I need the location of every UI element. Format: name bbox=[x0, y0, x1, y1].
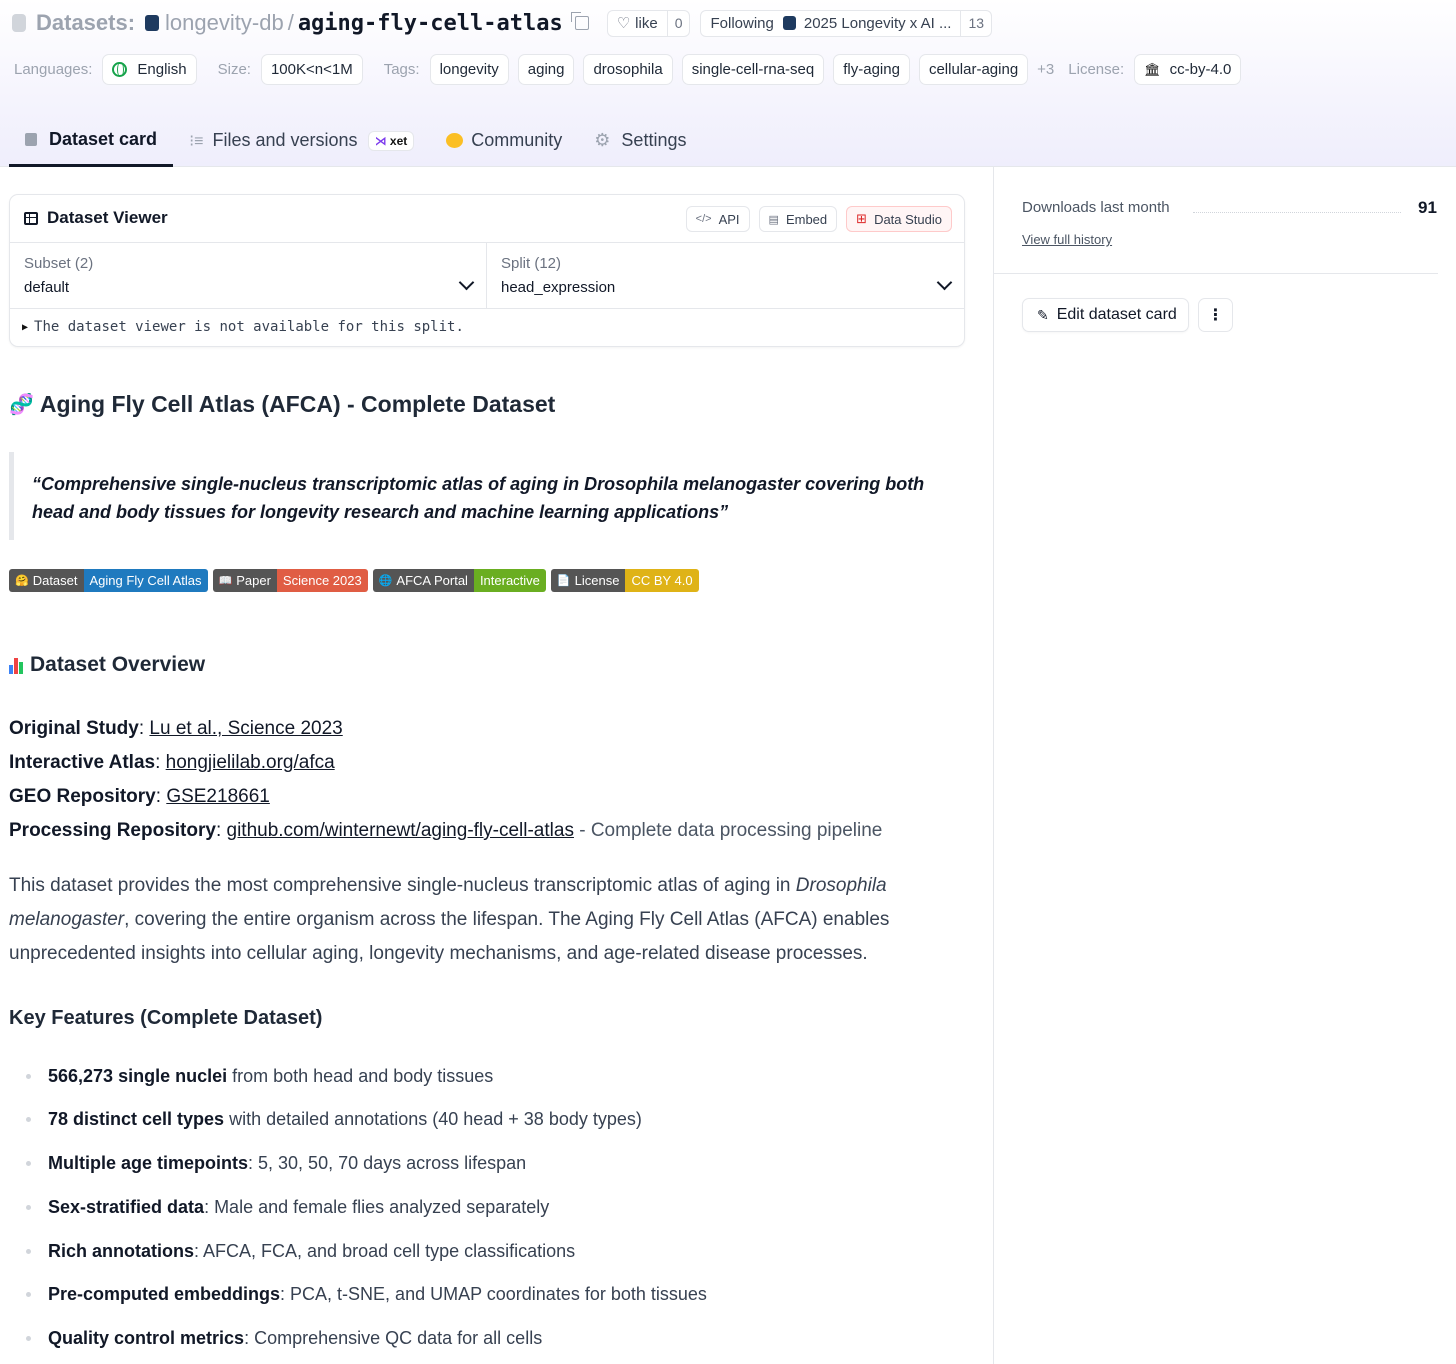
like-count[interactable]: 0 bbox=[667, 11, 690, 36]
para-text: , covering the entire organism across the lifespan. The Aging Fly Cell Atlas (AFCA) enables bbox=[124, 909, 890, 930]
badge-label: Paper bbox=[236, 573, 271, 588]
globe-icon: 🌐 bbox=[378, 575, 393, 587]
bullet bbox=[26, 1249, 31, 1254]
path-slash: / bbox=[287, 10, 294, 35]
bullet bbox=[26, 1205, 31, 1210]
viewer-title-text: Dataset Viewer bbox=[47, 208, 168, 227]
viewer-header bbox=[10, 195, 964, 243]
dotted-leader bbox=[1193, 212, 1401, 213]
feature-bold: Quality control metrics bbox=[48, 1328, 245, 1348]
badge-label: AFCA Portal bbox=[396, 573, 468, 588]
tag-chip[interactable]: single-cell-rna-seq bbox=[682, 54, 825, 85]
tag-chip[interactable]: drosophila bbox=[583, 54, 672, 85]
edit-label: Edit dataset card bbox=[1056, 306, 1177, 323]
database-icon bbox=[12, 14, 26, 32]
embed-button[interactable] bbox=[759, 206, 838, 232]
fact-line: GEO Repository: GSE218661 bbox=[9, 786, 270, 807]
feature-item bbox=[26, 1328, 926, 1349]
feature-rest: from both head and body tissues bbox=[232, 1066, 494, 1086]
viewer-unavailable-note[interactable] bbox=[22, 319, 464, 335]
like-button[interactable] bbox=[607, 10, 691, 37]
bullet bbox=[26, 1336, 31, 1341]
tag-chip[interactable]: longevity bbox=[430, 54, 509, 85]
grid-icon: ⊞ bbox=[856, 211, 868, 226]
subset-value: default bbox=[24, 279, 70, 296]
bullet bbox=[26, 1117, 31, 1122]
feature-item bbox=[26, 1284, 926, 1305]
tab-label: Community bbox=[471, 130, 563, 150]
feature-rest: : Comprehensive QC data for all cells bbox=[244, 1328, 543, 1348]
split-label: Split (12) bbox=[501, 255, 562, 272]
bar-chart-icon bbox=[9, 656, 24, 674]
feature-item bbox=[26, 1197, 926, 1218]
license-chip[interactable] bbox=[1134, 54, 1241, 85]
following-label: Following bbox=[710, 14, 774, 32]
tag-chip[interactable]: aging bbox=[518, 54, 575, 85]
like-seg[interactable] bbox=[608, 11, 667, 36]
language-value: English bbox=[137, 61, 187, 78]
license-label: License: bbox=[1068, 61, 1125, 78]
dna-icon: 🧬 bbox=[9, 394, 34, 416]
collection-name: 2025 Longevity x AI ... bbox=[803, 14, 952, 32]
fact-extra: - Complete data processing pipeline bbox=[573, 820, 883, 841]
badge-value: CC BY 4.0 bbox=[625, 569, 698, 592]
bullet bbox=[26, 1161, 31, 1166]
tab-label: Files and versions bbox=[212, 130, 358, 150]
para-text: This dataset provides the most comprehensive single-nucleus transcriptomic atlas of aging in bbox=[9, 875, 796, 896]
pencil-icon: ✎ bbox=[1037, 306, 1049, 323]
feature-item bbox=[26, 1153, 926, 1174]
feature-bold: Multiple age timepoints bbox=[48, 1153, 249, 1173]
bullet bbox=[26, 1292, 31, 1297]
badge-value: Science 2023 bbox=[277, 569, 368, 592]
more-options-button[interactable] bbox=[1198, 298, 1233, 332]
card-blockquote: “Comprehensive single-nucleus transcriptomic atlas of aging in Drosophila melanogaster covering both head and body tissues for longevity research and machine learning applications” bbox=[9, 452, 965, 540]
feature-bold: 566,273 single nuclei bbox=[48, 1066, 228, 1086]
globe-icon bbox=[112, 62, 127, 77]
viewer-actions bbox=[677, 206, 952, 232]
api-label: API bbox=[718, 211, 740, 227]
datasets-prefix: Datasets: bbox=[36, 10, 136, 35]
feature-rest: : PCA, t-SNE, and UMAP coordinates for both tissues bbox=[280, 1284, 707, 1304]
feature-rest: : Male and female flies analyzed separately bbox=[204, 1197, 550, 1217]
view-history-link[interactable]: View full history bbox=[1022, 232, 1113, 247]
size-label: Size: bbox=[217, 61, 251, 78]
badge-value: Aging Fly Cell Atlas bbox=[84, 569, 208, 592]
tab-dataset-card[interactable] bbox=[9, 114, 173, 167]
tab-settings[interactable] bbox=[578, 114, 702, 167]
xet-icon: ⋊ bbox=[374, 133, 387, 148]
tab-label: Settings bbox=[621, 130, 687, 150]
files-icon: ⁝≡ bbox=[189, 132, 204, 150]
para-italic: Drosophila bbox=[795, 875, 887, 896]
badge-label: License bbox=[574, 573, 620, 588]
fact-label: GEO Repository bbox=[9, 786, 156, 807]
subset-label: Subset (2) bbox=[24, 255, 94, 272]
language-chip[interactable] bbox=[102, 54, 196, 85]
org-link[interactable]: longevity-db bbox=[165, 10, 284, 35]
paper-badge[interactable] bbox=[213, 569, 368, 592]
more-tags-button[interactable]: +3 bbox=[1037, 61, 1055, 78]
geo-link[interactable]: GSE218661 bbox=[166, 786, 270, 807]
repo-name[interactable]: aging-fly-cell-atlas bbox=[297, 10, 563, 36]
sidebar-separator bbox=[994, 273, 1438, 274]
dataset-badge[interactable] bbox=[9, 569, 208, 592]
viewer-title bbox=[24, 208, 168, 228]
repo-link[interactable]: github.com/winternewt/aging-fly-cell-atlas bbox=[226, 820, 574, 841]
repo-header bbox=[0, 0, 1456, 167]
embed-icon: ▤ bbox=[768, 213, 779, 226]
collection-seg[interactable] bbox=[783, 11, 961, 36]
feature-rest: with detailed annotations (40 head + 38 body types) bbox=[229, 1109, 642, 1129]
atlas-link[interactable]: hongjielilab.org/afca bbox=[165, 752, 335, 773]
code-icon: </> bbox=[695, 213, 712, 225]
book-icon: 📖 bbox=[218, 575, 233, 587]
feature-item bbox=[26, 1066, 926, 1087]
subset-select[interactable] bbox=[10, 243, 487, 309]
metadata-row bbox=[14, 54, 1250, 85]
feature-rest: : 5, 30, 50, 70 days across lifespan bbox=[248, 1153, 527, 1173]
license-value: cc-by-4.0 bbox=[1169, 61, 1232, 78]
heart-icon: ♡ bbox=[616, 15, 631, 32]
kebab-icon: ⋮ bbox=[1207, 307, 1224, 324]
feature-item bbox=[26, 1241, 926, 1262]
feature-rest: : AFCA, FCA, and broad cell type classifications bbox=[194, 1241, 576, 1261]
badge-value: Interactive bbox=[474, 569, 546, 592]
badge-label: Dataset bbox=[32, 573, 78, 588]
feature-bold: Pre-computed embeddings bbox=[48, 1284, 281, 1304]
feature-bold: Rich annotations bbox=[48, 1241, 195, 1261]
api-button[interactable] bbox=[686, 206, 750, 232]
embed-label: Embed bbox=[785, 211, 828, 227]
overview-heading-text: Dataset Overview bbox=[30, 653, 206, 676]
split-select[interactable] bbox=[487, 243, 964, 309]
languages-label: Languages: bbox=[14, 61, 93, 78]
portal-badge[interactable] bbox=[373, 569, 546, 592]
feature-bold: Sex-stratified data bbox=[48, 1197, 205, 1217]
document-icon: 📄 bbox=[556, 575, 571, 587]
overview-facts bbox=[9, 712, 882, 848]
card-heading bbox=[9, 391, 555, 418]
tags-label: Tags: bbox=[383, 61, 420, 78]
split-value: head_expression bbox=[501, 279, 616, 296]
gear-icon: ⚙ bbox=[594, 130, 611, 150]
following-count[interactable]: 13 bbox=[960, 11, 991, 36]
title-row bbox=[12, 8, 1002, 38]
badge-row bbox=[9, 569, 704, 592]
fact-line: Interactive Atlas: hongjielilab.org/afca bbox=[9, 752, 335, 773]
dataset-viewer bbox=[9, 194, 965, 347]
study-link[interactable]: Lu et al., Science 2023 bbox=[149, 718, 343, 739]
chevron-down-icon bbox=[937, 275, 953, 291]
copy-icon[interactable] bbox=[575, 16, 589, 30]
table-icon bbox=[24, 212, 38, 225]
chevron-down-icon bbox=[459, 275, 475, 291]
features-heading: Key Features (Complete Dataset) bbox=[9, 1007, 323, 1029]
org-avatar-icon bbox=[145, 15, 159, 31]
bank-icon: 🏛 bbox=[1144, 61, 1161, 77]
fact-label: Interactive Atlas bbox=[9, 752, 156, 773]
tab-files-and-versions[interactable] bbox=[173, 114, 430, 167]
feature-bold: 78 distinct cell types bbox=[48, 1109, 225, 1129]
card-heading-text: Aging Fly Cell Atlas (AFCA) - Complete Dataset bbox=[39, 391, 556, 417]
tag-chip[interactable]: cellular-aging bbox=[919, 54, 1028, 85]
tag-chip[interactable]: fly-aging bbox=[833, 54, 910, 85]
downloads-count: 91 bbox=[1418, 198, 1437, 217]
collection-icon bbox=[783, 16, 796, 30]
following-seg[interactable] bbox=[701, 11, 782, 36]
downloads-label: Downloads last month bbox=[1022, 199, 1170, 216]
following-button[interactable] bbox=[700, 10, 992, 37]
feature-item bbox=[26, 1109, 926, 1130]
repo-tabs bbox=[9, 112, 702, 167]
viewer-note-text: The dataset viewer is not available for this split. bbox=[34, 319, 464, 335]
bullet bbox=[26, 1074, 31, 1079]
fact-label: Original Study bbox=[9, 718, 139, 739]
overview-heading bbox=[9, 653, 205, 677]
studio-label: Data Studio bbox=[874, 211, 942, 227]
description-paragraph bbox=[9, 869, 909, 971]
data-studio-button[interactable] bbox=[846, 206, 952, 232]
hugging-face-icon: 🤗 bbox=[15, 575, 29, 587]
tab-label: Dataset card bbox=[49, 128, 158, 149]
para-italic: melanogaster bbox=[9, 909, 125, 930]
community-icon bbox=[446, 133, 463, 148]
xet-badge bbox=[368, 131, 415, 151]
disclosure-triangle-icon: ▶ bbox=[22, 321, 29, 333]
para-text: unprecedented insights into cellular aging, longevity mechanisms, and age-related disease processes. bbox=[9, 943, 868, 964]
cube-icon bbox=[25, 133, 37, 146]
fact-line: Processing Repository: github.com/winternewt/aging-fly-cell-atlas - Complete data processing pipeline bbox=[9, 820, 883, 841]
size-chip[interactable]: 100K<n<1M bbox=[261, 54, 363, 85]
xet-label: xet bbox=[389, 133, 408, 148]
sidebar-divider bbox=[993, 167, 994, 1364]
fact-label: Processing Repository bbox=[9, 820, 216, 841]
like-label: like bbox=[635, 14, 658, 32]
fact-line: Original Study: Lu et al., Science 2023 bbox=[9, 718, 343, 739]
edit-dataset-card-button[interactable] bbox=[1022, 298, 1189, 332]
tab-community[interactable] bbox=[430, 114, 578, 167]
license-badge[interactable] bbox=[551, 569, 699, 592]
